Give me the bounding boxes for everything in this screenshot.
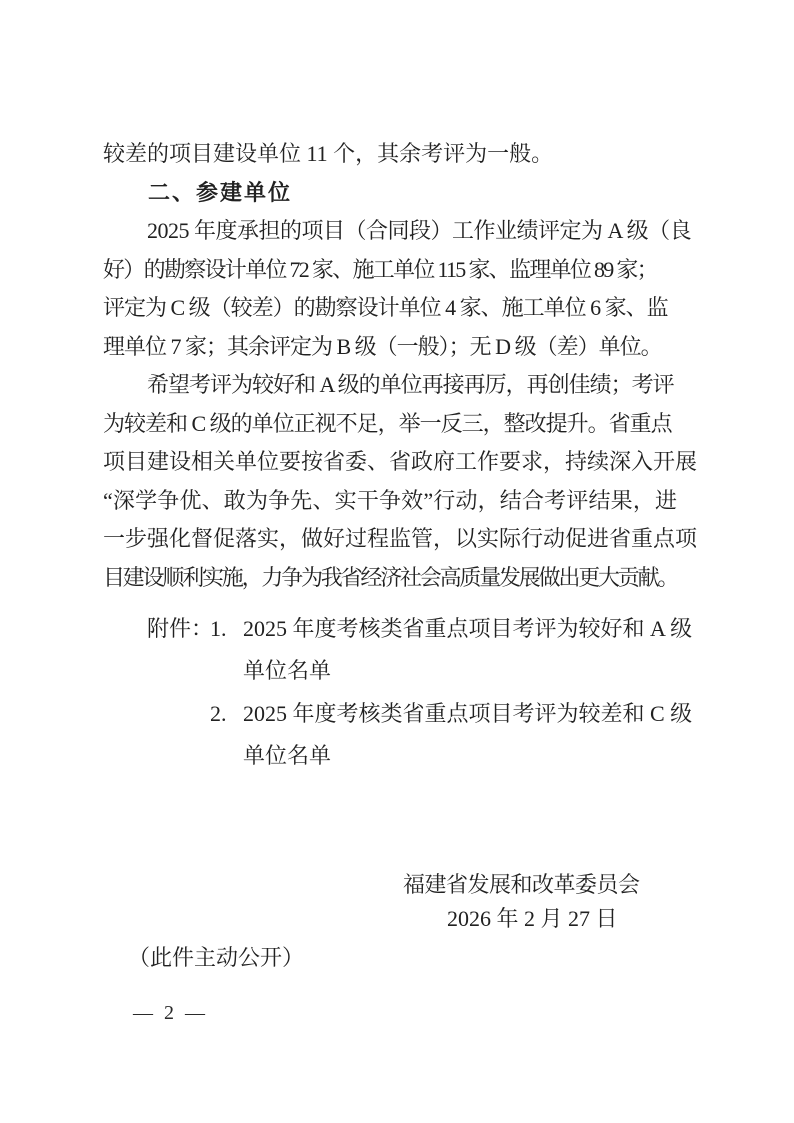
attachment-item-2-number: 2. bbox=[210, 700, 227, 726]
paragraph-1-line-2: 好）的勘察设计单位 72 家、施工单位 115 家、监理单位 89 家； bbox=[103, 256, 657, 282]
paragraph-2-line-5: 一步强化督促落实，做好过程监管，以实际行动促进省重点项 bbox=[103, 526, 698, 551]
page-number: — 2 — bbox=[133, 1002, 205, 1024]
signature-organization: 福建省发展和改革委员会 bbox=[403, 872, 640, 897]
attachment-item-2-title: 2025 年度考核类省重点项目考评为较差和 C 级 bbox=[243, 700, 693, 726]
attachment-list bbox=[147, 608, 692, 777]
paragraph-2-line-2: 为较差和 C 级的单位正视不足，举一反三，整改提升。省重点 bbox=[103, 410, 672, 436]
disclosure-note: （此件主动公开） bbox=[128, 945, 305, 970]
attachment-item-1-title: 2025 年度考核类省重点项目考评为较好和 A 级 bbox=[243, 616, 693, 641]
paragraph-2-line-1: 希望考评为较好和 A 级的单位再接再厉，再创佳绩；考评 bbox=[147, 372, 674, 397]
attachment-item-2 bbox=[243, 693, 692, 778]
paragraph-1-line-1: 2025 年度承担的项目（合同段）工作业绩评定为 A 级（良 bbox=[147, 218, 692, 243]
paragraph-2-line-3: 项目建设相关单位要按省委、省政府工作要求，持续深入开展 bbox=[103, 449, 698, 474]
signature-date: 2026 年 2 月 27 日 bbox=[447, 906, 618, 931]
body-line-intro: 较差的项目建设单位 11 个，其余考评为一般。 bbox=[103, 141, 554, 166]
paragraph-2-line-6: 目建设顺利实施，力争为我省经济社会高质量发展做出更大贡献。 bbox=[103, 564, 678, 590]
attachment-item-1-number: 1. bbox=[210, 616, 227, 641]
attachment-item-2-continuation: 单位名单 bbox=[243, 742, 332, 768]
attachment-item-1 bbox=[243, 608, 692, 693]
paragraph-1-line-3: 评定为 C 级（较差）的勘察设计单位 4 家、施工单位 6 家、监 bbox=[103, 295, 668, 320]
section-heading: 二、参建单位 bbox=[148, 179, 293, 205]
paragraph-1-line-4: 理单位 7 家；其余评定为 B 级（一般）；无 D 级（差）单位。 bbox=[103, 333, 662, 359]
attachment-label: 附件： bbox=[147, 616, 214, 641]
paragraph-2-line-4: “深学争优、敢为争先、实干争效”行动，结合考评结果，进 bbox=[103, 487, 677, 513]
attachment-item-1-continuation: 单位名单 bbox=[243, 658, 332, 684]
document-body bbox=[103, 135, 698, 597]
